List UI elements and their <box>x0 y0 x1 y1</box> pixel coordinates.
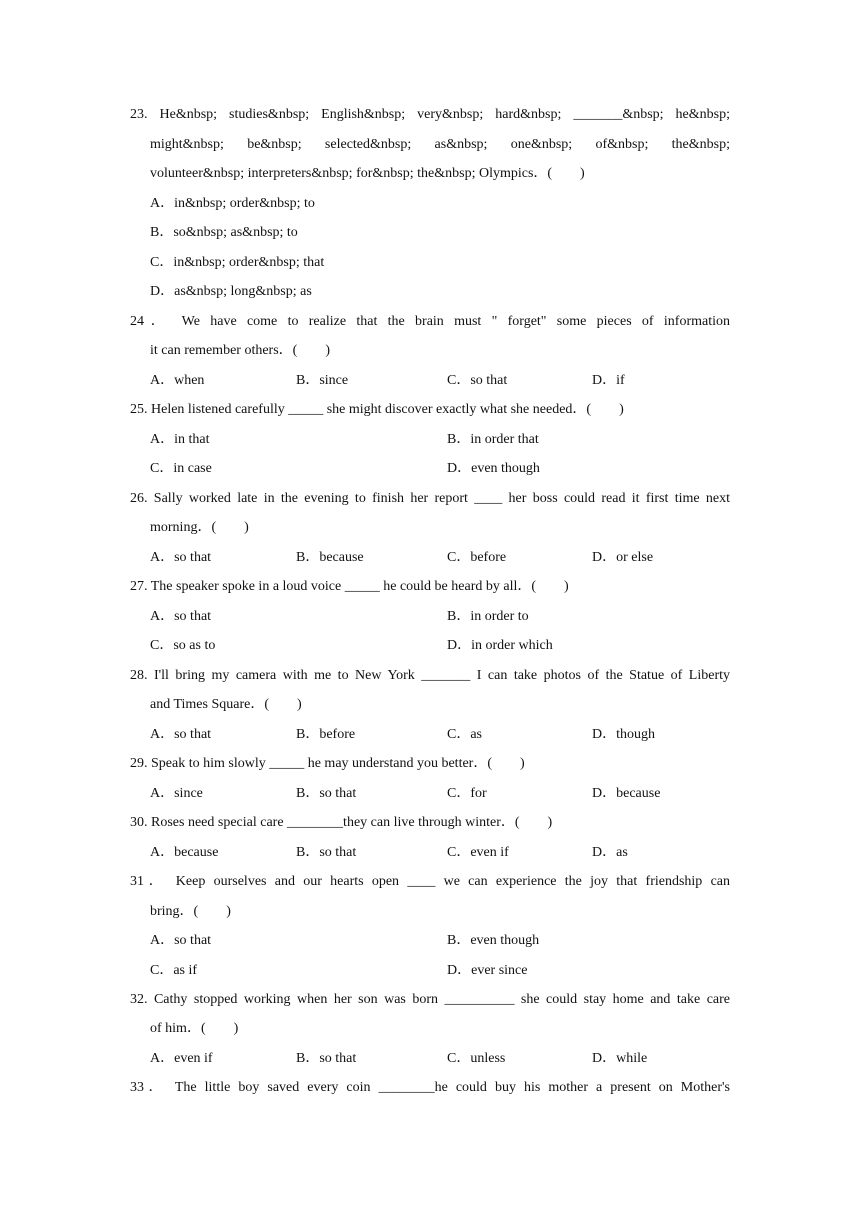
question-23-option-d: D．as&nbsp; long&nbsp; as <box>150 284 312 299</box>
question-23-option-b: B．so&nbsp; as&nbsp; to <box>150 225 298 240</box>
question-27-line-1: 27. The speaker spoke in a loud voice _____ he could be heard by all．( ) <box>130 579 569 594</box>
question-29-line-1: 29. Speak to him slowly _____ he may understand you better．( ) <box>130 756 525 771</box>
question-24-option-b: B．since <box>296 373 349 388</box>
question-29-option-d: D．because <box>592 786 661 801</box>
question-23-line-1: 23. He&nbsp; studies&nbsp; English&nbsp; very&nbsp; hard&nbsp; _______&nbsp; he&nbsp; <box>130 107 730 122</box>
question-23-line-2: might&nbsp; be&nbsp; selected&nbsp; as&nbsp; one&nbsp; of&nbsp; the&nbsp; <box>150 137 730 152</box>
question-27-option-c: C．so as to <box>150 638 216 653</box>
question-32-line-2: of him．( ) <box>150 1021 239 1036</box>
question-24-line-2: it can remember others．( ) <box>150 343 330 358</box>
question-26-option-b: B．because <box>296 550 364 565</box>
question-27-option-a: A．so that <box>150 609 212 624</box>
question-28-line-1: 28. I'll bring my camera with me to New York _______ I can take photos of the Statue of Liberty <box>130 668 730 683</box>
question-26-line-2: morning．( ) <box>150 520 249 535</box>
question-24-line-1: 24． We have come to realize that the brain must " forget" some pieces of information <box>130 314 730 329</box>
question-31-option-c: C．as if <box>150 963 198 978</box>
question-25-line-1: 25. Helen listened carefully _____ she might discover exactly what she needed．( ) <box>130 402 624 417</box>
question-32-option-d: D．while <box>592 1051 648 1066</box>
question-30-line-1: 30. Roses need special care ________they can live through winter．( ) <box>130 815 553 830</box>
question-24-option-c: C．so that <box>447 373 508 388</box>
question-31-line-1: 31． Keep ourselves and our hearts open ____ we can experience the joy that friendship can <box>130 874 730 889</box>
question-29-option-a: A．since <box>150 786 203 801</box>
question-29-option-c: C．for <box>447 786 487 801</box>
question-27-option-b: B．in order to <box>447 609 529 624</box>
question-30-option-b: B．so that <box>296 845 357 860</box>
question-23-option-c: C．in&nbsp; order&nbsp; that <box>150 255 325 270</box>
question-28-option-b: B．before <box>296 727 356 742</box>
question-30-option-d: D．as <box>592 845 628 860</box>
question-26-line-1: 26. Sally worked late in the evening to finish her report ____ her boss could read it first time next <box>130 491 730 506</box>
question-32-option-c: C．unless <box>447 1051 506 1066</box>
question-32-line-1: 32. Cathy stopped working when her son was born __________ she could stay home and take care <box>130 992 730 1007</box>
question-32-option-b: B．so that <box>296 1051 357 1066</box>
question-33-line-1: 33． The little boy saved every coin ________he could buy his mother a present on Mother's <box>130 1080 730 1095</box>
question-30-option-a: A．because <box>150 845 219 860</box>
question-30-option-c: C．even if <box>447 845 509 860</box>
question-31-option-a: A．so that <box>150 933 212 948</box>
question-31-option-b: B．even though <box>447 933 540 948</box>
question-32-option-a: A．even if <box>150 1051 213 1066</box>
question-26-option-a: A．so that <box>150 550 212 565</box>
question-28-option-a: A．so that <box>150 727 212 742</box>
question-24-option-a: A．when <box>150 373 205 388</box>
question-23-line-3: volunteer&nbsp; interpreters&nbsp; for&nbsp; the&nbsp; Olympics．( ) <box>150 166 585 181</box>
question-27-option-d: D．in order which <box>447 638 553 653</box>
question-31-line-2: bring．( ) <box>150 904 231 919</box>
question-28-line-2: and Times Square．( ) <box>150 697 302 712</box>
question-26-option-c: C．before <box>447 550 507 565</box>
question-28-option-c: C．as <box>447 727 482 742</box>
question-31-option-d: D．ever since <box>447 963 528 978</box>
question-25-option-a: A．in that <box>150 432 210 447</box>
question-26-option-d: D．or else <box>592 550 654 565</box>
question-29-option-b: B．so that <box>296 786 357 801</box>
question-25-option-c: C．in case <box>150 461 212 476</box>
question-25-option-d: D．even though <box>447 461 540 476</box>
question-23-option-a: A．in&nbsp; order&nbsp; to <box>150 196 315 211</box>
question-25-option-b: B．in order that <box>447 432 539 447</box>
question-24-option-d: D．if <box>592 373 625 388</box>
question-28-option-d: D．though <box>592 727 655 742</box>
